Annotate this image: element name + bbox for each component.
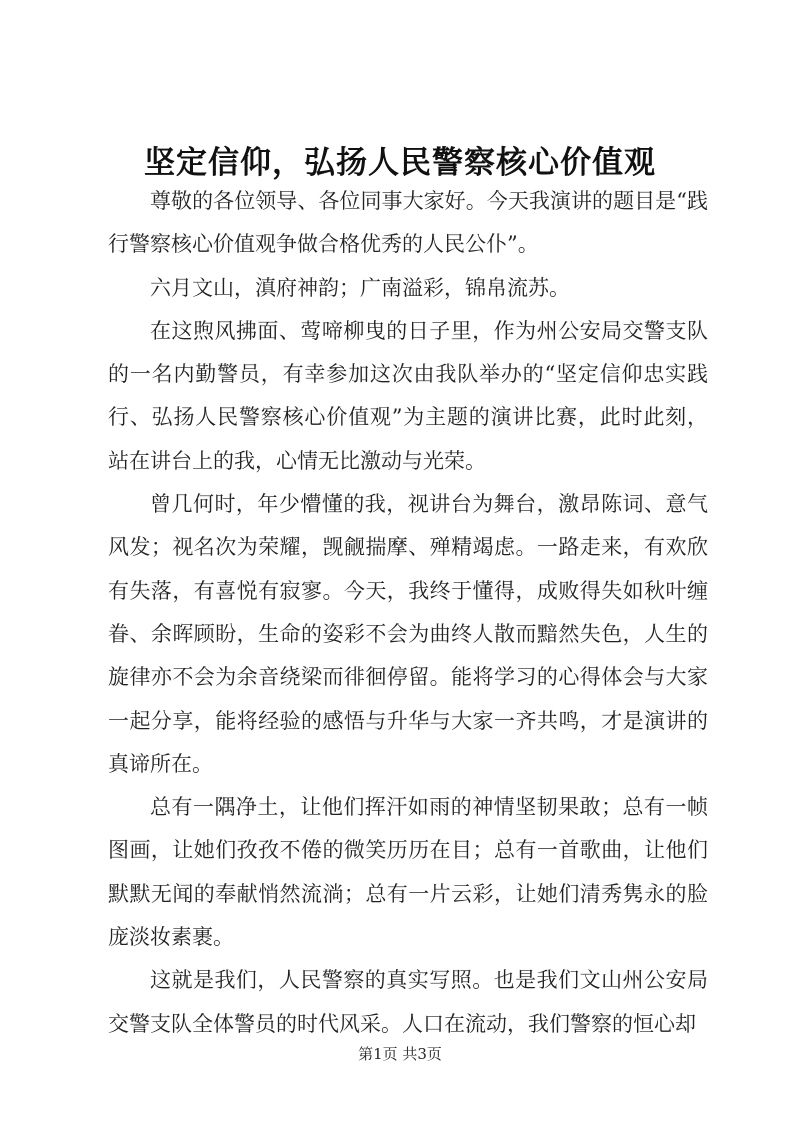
text-line: 行、弘扬人民警察核心价值观”为主题的演讲比赛，此时此刻， <box>108 405 708 430</box>
paragraph <box>108 267 708 310</box>
text-line: 在这煦风拂面、莺啼柳曳的日子里，作为州公安局交警支队 <box>150 318 708 343</box>
document-body <box>108 180 708 1046</box>
document-title: 坚定信仰，弘扬人民警察核心价值观 <box>144 145 656 181</box>
text-line: 这就是我们，人民警察的真实写照。也是我们文山州公安局 <box>150 968 708 993</box>
text-line: 曾几何时，年少懵懂的我，视讲台为舞台，激昂陈词、意气 <box>150 492 708 517</box>
paragraph <box>108 180 708 267</box>
text-line: 一起分享，能将经验的感悟与升华与大家一齐共鸣，才是演讲的 <box>108 708 708 733</box>
text-line: 站在讲台上的我，心情无比激动与光荣。 <box>108 448 486 473</box>
text-line: 行警察核心价值观争做合格优秀的人民公仆”。 <box>108 232 539 257</box>
text-line: 真谛所在。 <box>108 751 213 776</box>
paragraph <box>108 310 708 483</box>
text-line: 有失落，有喜悦有寂寥。今天，我终于懂得，成败得失如秋叶缠 <box>108 578 708 603</box>
text-line: 默默无闻的奉献悄然流淌；总有一片云彩，让她们清秀隽永的脸 <box>108 881 708 906</box>
text-line: 图画，让她们孜孜不倦的微笑历历在目；总有一首歌曲，让他们 <box>108 838 708 863</box>
text-line: 六月文山，滇府神韵；广南溢彩，锦帛流苏。 <box>150 275 570 300</box>
text-line: 庞淡妆素裹。 <box>108 925 234 950</box>
text-line: 交警支队全体警员的时代风采。人口在流动，我们警察的恒心却 <box>108 1011 696 1036</box>
text-line: 总有一隅净土，让他们挥汗如雨的神情坚韧果敢；总有一帧 <box>150 795 708 820</box>
text-line: 旋律亦不会为余音绕梁而徘徊停留。能将学习的心得体会与大家 <box>108 665 708 690</box>
page-footer: 第1页 共3页 <box>358 1045 442 1063</box>
text-line: 尊敬的各位领导、各位同事大家好。今天我演讲的题目是“践 <box>150 189 708 213</box>
text-line: 眷、余晖顾盼，生命的姿彩不会为曲终人散而黯然失色，人生的 <box>108 621 708 646</box>
paragraph <box>108 959 708 1046</box>
paragraph <box>108 483 708 786</box>
paragraph <box>108 786 708 959</box>
text-line: 风发；视名次为荣耀，觊觎揣摩、殚精竭虑。一路走来，有欢欣 <box>108 535 708 560</box>
text-line: 的一名内勤警员，有幸参加这次由我队举办的“坚定信仰忠实践 <box>108 362 708 387</box>
